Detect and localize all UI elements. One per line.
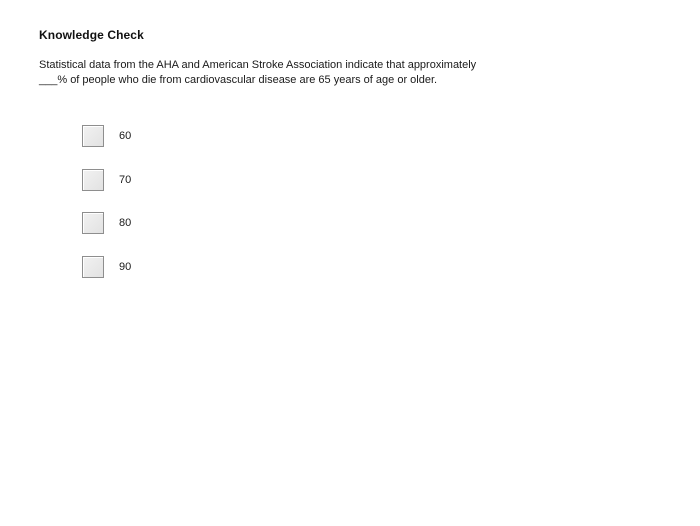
answer-label-60: 60 <box>119 130 132 142</box>
answer-label-80: 80 <box>119 217 132 229</box>
answer-checkbox-60[interactable] <box>82 125 104 147</box>
answer-label-70: 70 <box>119 173 132 186</box>
question-text <box>39 58 599 88</box>
answer-checkbox-90[interactable] <box>82 256 104 278</box>
answer-checkbox-80[interactable] <box>82 212 104 234</box>
answer-checkbox-70[interactable] <box>82 169 104 191</box>
page-title: Knowledge Check <box>39 28 144 42</box>
answer-label-90: 90 <box>119 260 132 273</box>
question-line-1: Statistical data from the AHA and American Stroke Association indicate that approximately <box>39 59 477 71</box>
question-line-2: ___% of people who die from cardiovascular disease are 65 years of age or older. <box>39 74 438 86</box>
